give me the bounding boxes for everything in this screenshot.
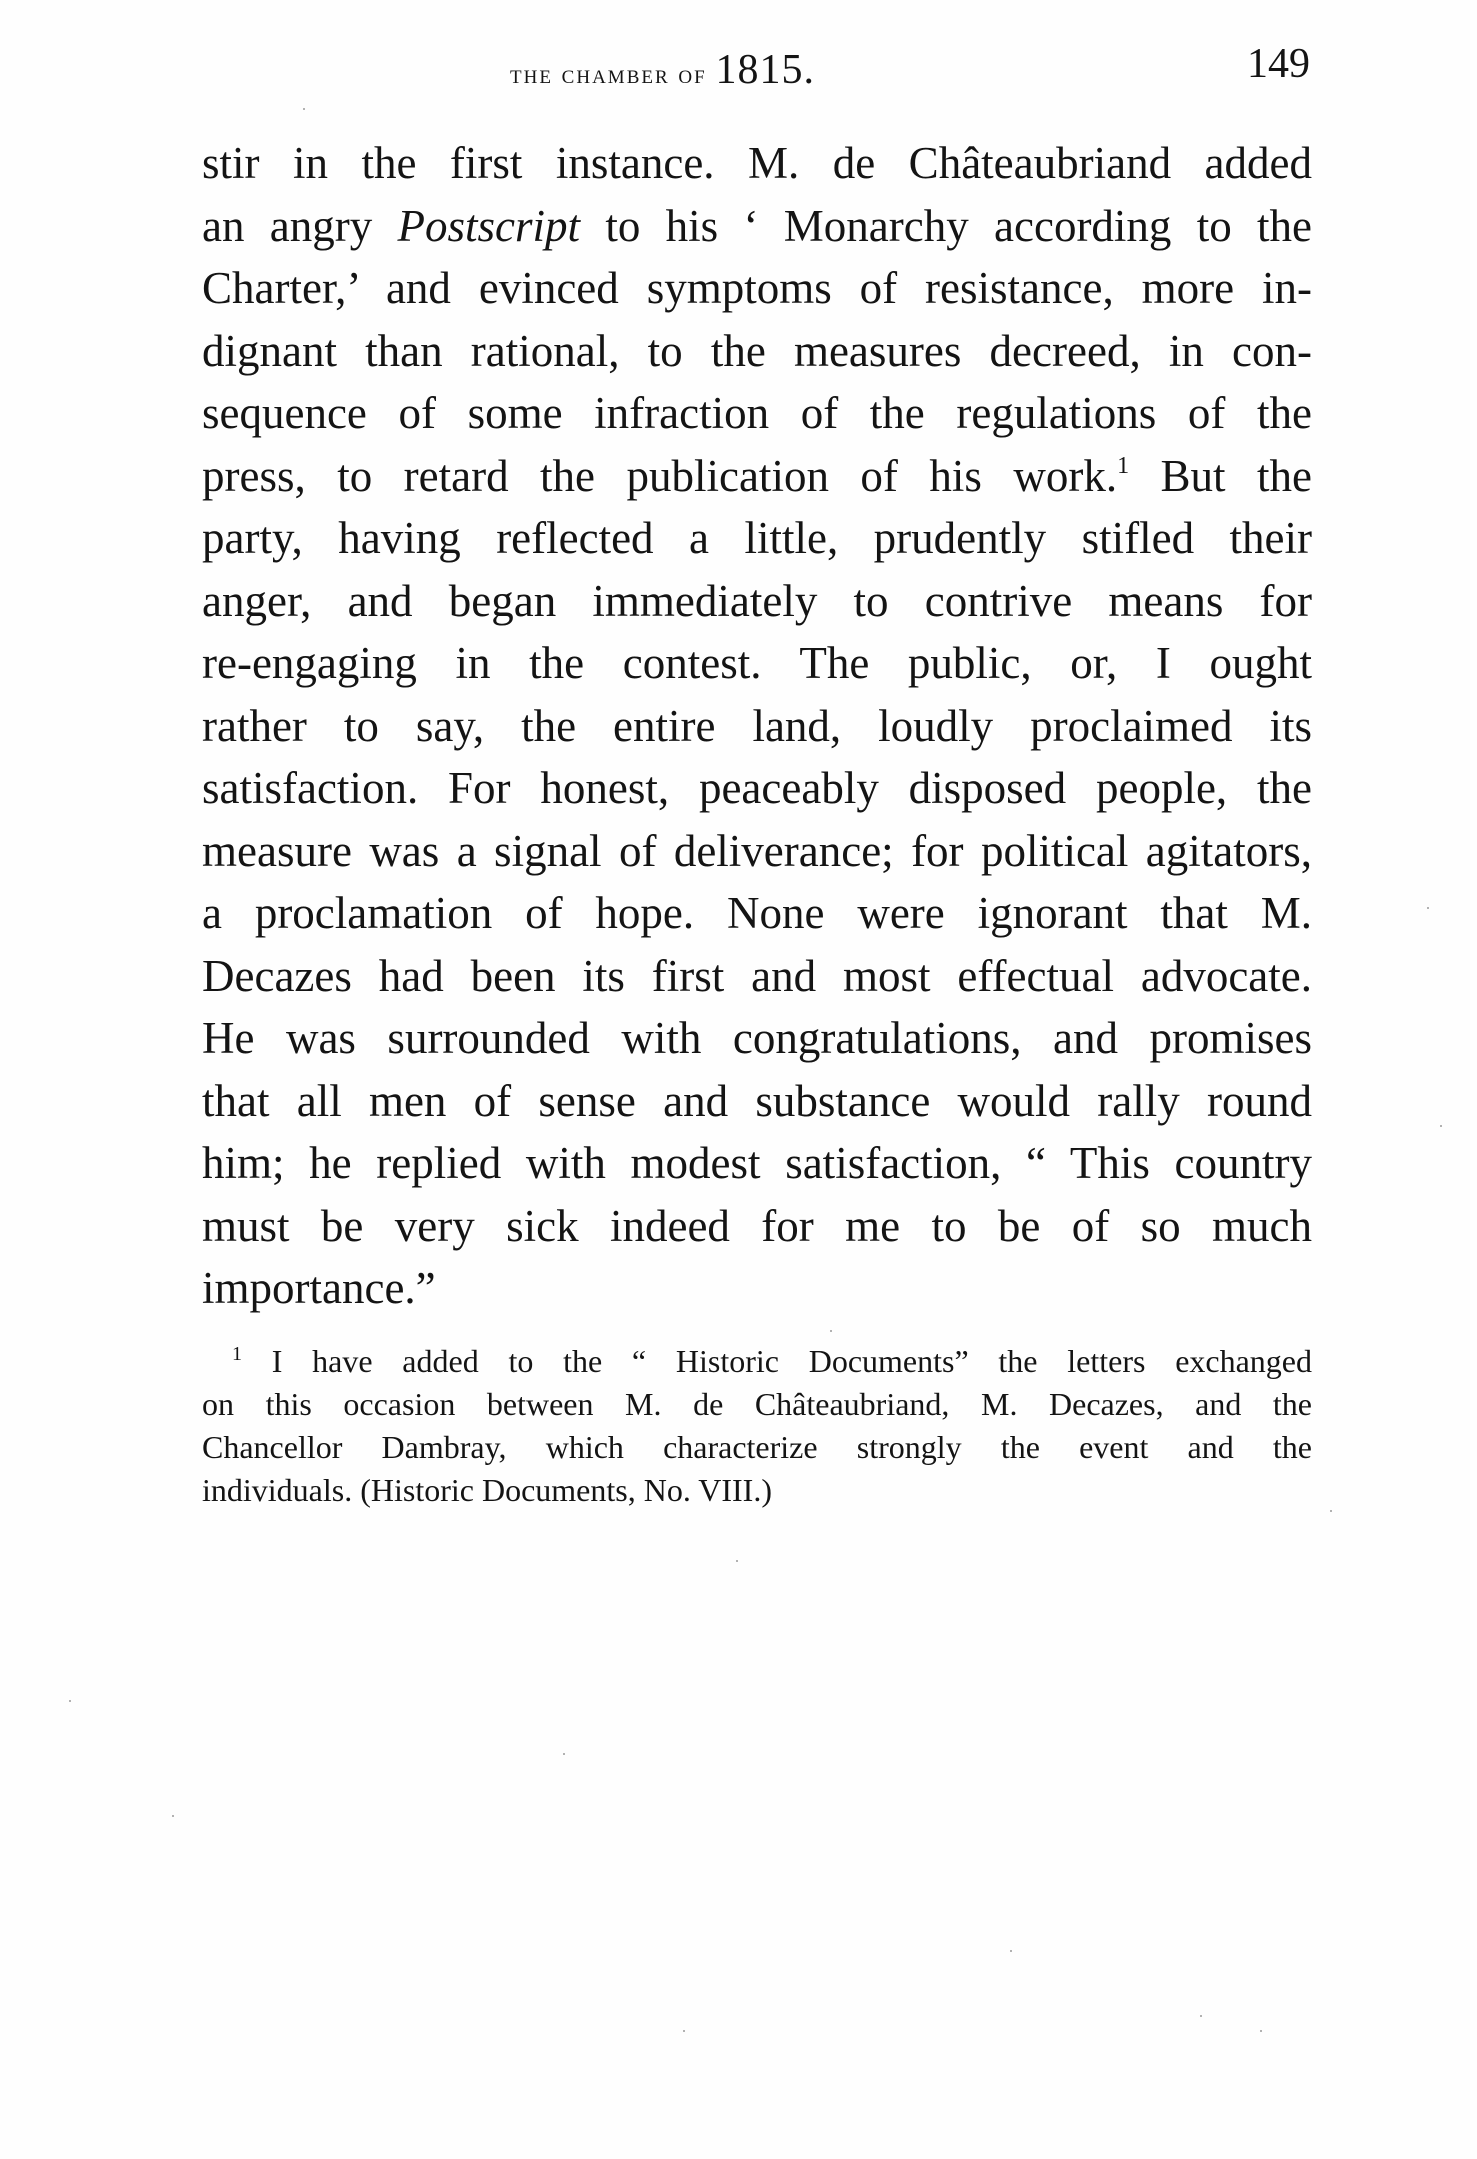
text-line: a proclamation of hope. None were ignorant that M. — [202, 888, 1312, 938]
scan-speck — [1440, 1125, 1442, 1127]
scan-speck — [563, 1753, 565, 1755]
text-line: stir in the first instance. M. de Châteaubriand added — [202, 138, 1312, 188]
scan-speck — [1010, 1950, 1012, 1952]
running-title-year: 1815. — [715, 47, 815, 93]
text-line: importance.” — [202, 1263, 436, 1313]
scan-speck — [1427, 907, 1429, 909]
text-line: that all men of sense and substance would rally round — [202, 1075, 1312, 1126]
text-line — [202, 445, 1312, 508]
footnote — [202, 1340, 1312, 1512]
text-line: re-engaging in the contest. The public, or, I ought — [202, 638, 1312, 688]
text-fragment: an angry — [202, 200, 373, 251]
text-line: rather to say, the entire land, loudly proclaimed its — [202, 700, 1312, 751]
text-line: He was surrounded with congratulations, and promises — [202, 1013, 1312, 1063]
text-line: anger, and began immediately to contrive means for — [202, 575, 1312, 626]
text-fragment: But the — [1160, 450, 1313, 501]
text-line: him; he replied with modest satisfaction, “ This country — [202, 1138, 1312, 1188]
text-line: dignant than rational, to the measures decreed, in con- — [202, 325, 1312, 376]
body-text — [202, 132, 1312, 1320]
footnote-line: individuals. (Historic Documents, No. VIII.) — [202, 1472, 772, 1508]
scan-speck — [830, 1330, 832, 1332]
text-line: measure was a signal of deliverance; for political agitators, — [202, 825, 1312, 876]
text-line: Charter,’ and evinced symptoms of resistance, more in- — [202, 263, 1312, 313]
text-fragment: to his ‘ Monarchy according to the — [605, 200, 1313, 251]
footnote-line — [202, 1340, 1312, 1383]
footnote-marker: 1 — [232, 1343, 242, 1365]
text-line: sequence of some infraction of the regulations of the — [202, 388, 1312, 438]
page-number: 149 — [1247, 41, 1310, 87]
footnote-reference[interactable]: 1 — [1117, 452, 1130, 479]
scan-speck — [736, 1560, 738, 1562]
scan-speck — [303, 108, 305, 110]
running-title-text: the chamber of — [510, 59, 707, 89]
text-line: party, having reflected a little, prudently stifled their — [202, 513, 1312, 563]
scan-speck — [1200, 2015, 1202, 2017]
footnote-text: I have added to the “ Historic Documents” the letters exchanged — [271, 1343, 1313, 1379]
text-line — [202, 195, 1312, 258]
text-line: must be very sick indeed for me to be of so much — [202, 1200, 1312, 1251]
running-head — [200, 38, 1320, 98]
scan-speck — [172, 1815, 174, 1817]
text-fragment: press, to retard the publication of his work. — [202, 450, 1118, 501]
text-line: satisfaction. For honest, peaceably disposed people, the — [202, 763, 1312, 813]
scan-speck — [69, 1700, 71, 1702]
text-line: Decazes had been its first and most effectual advocate. — [202, 950, 1312, 1001]
scan-speck — [683, 2030, 685, 2032]
footnote-line: on this occasion between M. de Châteaubriand, M. Decazes, and the — [202, 1386, 1312, 1422]
scan-speck — [1260, 2030, 1262, 2032]
footnote-line: Chancellor Dambray, which characterize strongly the event and the — [202, 1429, 1312, 1465]
italic-title: Postscript — [397, 200, 581, 251]
scan-speck — [1330, 1510, 1332, 1512]
running-title — [510, 46, 815, 94]
